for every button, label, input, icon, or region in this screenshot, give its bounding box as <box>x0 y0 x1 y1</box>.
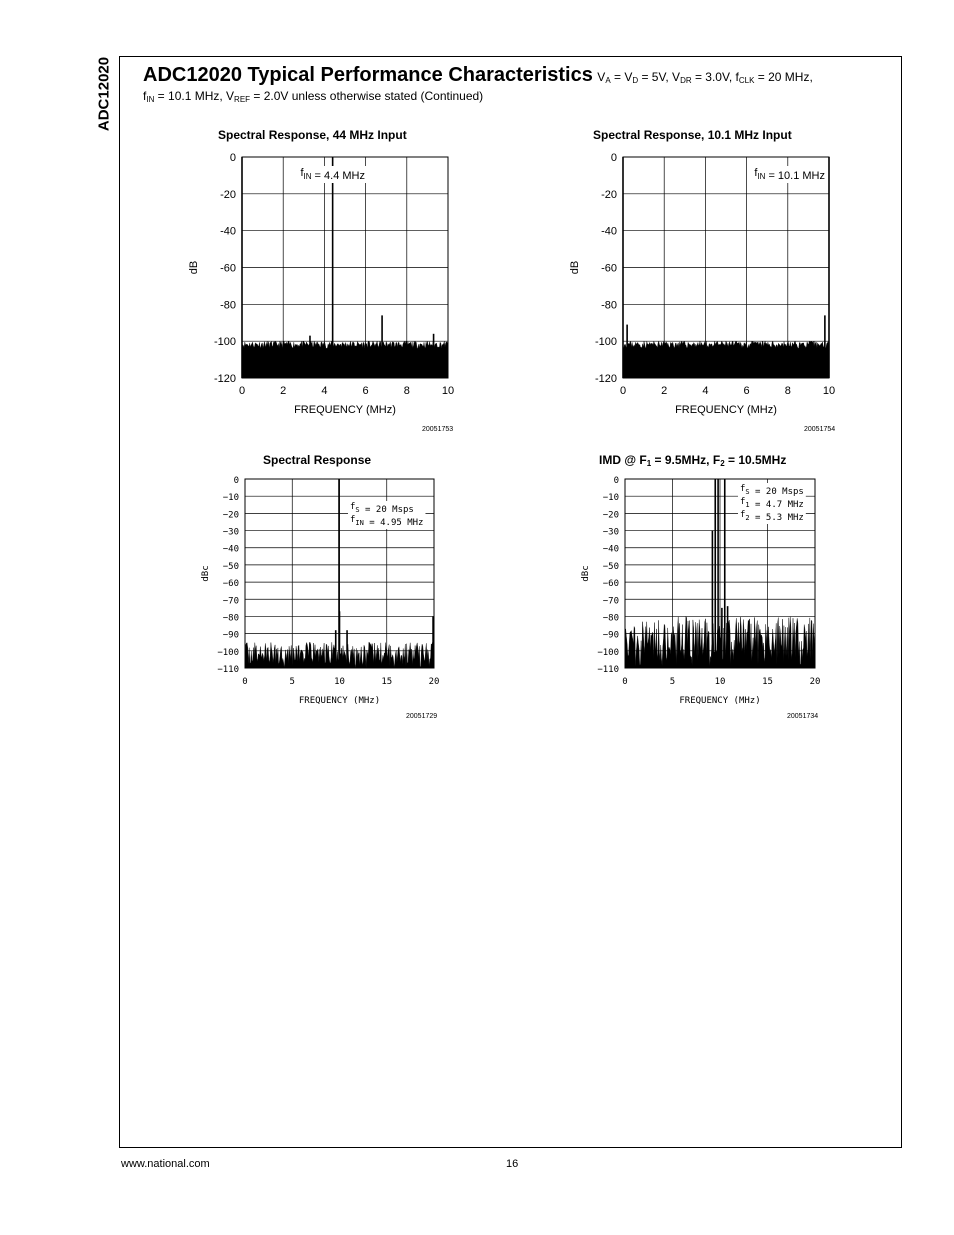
x-tick-label: 10 <box>822 385 836 397</box>
annotation-text: $f_{IN} = 4.95$ MHz <box>350 515 424 528</box>
chart-spectral-response-dbc <box>195 449 465 721</box>
x-tick-label: 2 <box>661 385 668 397</box>
y-tick-label: −20 <box>222 510 239 521</box>
y-tick-label: −20 <box>602 510 619 521</box>
figure-number: 20051729 <box>406 713 438 720</box>
y-axis-title: dB <box>569 260 581 275</box>
chart-plot <box>561 124 851 424</box>
y-tick-label: −50 <box>602 561 619 572</box>
y-tick-label: -40 <box>601 225 617 238</box>
x-tick-label: 10 <box>714 677 726 687</box>
header-conditions-line2: $f_{IN} = 10.1$ MHz, $V_{REF} = 2.0V$ unless otherwise stated (Continued) <box>143 89 484 104</box>
x-tick-label: 10 <box>334 677 345 687</box>
y-tick-label: −100 <box>217 647 239 658</box>
y-tick-label: −10 <box>222 493 239 504</box>
y-axis-title: dBc <box>201 565 211 582</box>
x-axis-title: FREQUENCY (MHz) <box>679 696 761 706</box>
y-tick-label: −10 <box>602 493 619 504</box>
annotation-text: $f_2 = 5.3$ MHz <box>740 510 804 523</box>
x-axis-title: FREQUENCY (MHz) <box>298 696 381 706</box>
x-tick-label: 0 <box>622 677 628 687</box>
y-tick-label: -20 <box>601 188 617 201</box>
x-tick-label: 0 <box>242 677 248 687</box>
y-tick-label: 0 <box>610 152 617 164</box>
chart-plot <box>180 124 470 424</box>
y-tick-label: -20 <box>220 188 236 201</box>
x-tick-label: 15 <box>762 677 773 687</box>
annotation-box <box>740 484 804 523</box>
y-tick-label: −110 <box>217 665 239 675</box>
x-tick-label: 6 <box>743 385 750 397</box>
y-tick-label: 0 <box>229 152 236 164</box>
chart-title: IMD @ $F_1 = 9.5MHz$, $F_2 = 10.5MHz$ <box>599 453 787 468</box>
y-tick-label: −60 <box>222 579 239 590</box>
x-axis-title: FREQUENCY (MHz) <box>294 404 396 416</box>
y-tick-label: −60 <box>602 579 619 590</box>
y-tick-label: −70 <box>602 596 619 607</box>
x-tick-label: 5 <box>289 677 295 687</box>
x-tick-label: 2 <box>280 385 287 397</box>
y-tick-label: -80 <box>601 299 617 312</box>
x-tick-label: 20 <box>809 677 821 687</box>
x-tick-label: 6 <box>362 385 369 397</box>
chart-spectral-response-44mhz <box>180 124 470 433</box>
x-tick-label: 20 <box>428 677 440 687</box>
y-tick-label: −80 <box>222 613 239 624</box>
annotation-box <box>754 167 825 182</box>
noise-floor <box>623 341 829 378</box>
y-tick-label: −70 <box>222 596 239 607</box>
x-tick-label: 4 <box>321 385 328 397</box>
y-tick-label: −90 <box>222 630 239 641</box>
figure-number: 20051734 <box>787 713 819 720</box>
chart-imd <box>575 449 845 721</box>
chart-spectral-response-10mhz <box>561 124 851 433</box>
y-tick-label: −40 <box>602 544 619 555</box>
y-tick-label: -80 <box>220 299 236 312</box>
y-axis-title: dB <box>188 260 200 275</box>
annotation-text: $f_S = 20$ Msps <box>350 502 414 515</box>
x-tick-label: 15 <box>381 677 393 687</box>
chart-title: Spectral Response, 44 MHz Input <box>218 128 407 142</box>
annotation-text: $f_{IN} = 10.1$ MHz <box>754 167 825 182</box>
y-tick-label: -100 <box>594 336 617 349</box>
y-tick-label: -120 <box>594 373 617 385</box>
y-tick-label: −30 <box>222 527 239 538</box>
x-tick-label: 4 <box>702 385 709 397</box>
y-tick-label: −90 <box>602 630 619 641</box>
x-tick-label: 0 <box>619 385 627 397</box>
figure-number: 20051753 <box>422 426 454 433</box>
chart-title: Spectral Response, 10.1 MHz Input <box>593 128 792 142</box>
y-tick-label: −110 <box>597 665 619 675</box>
footer-page-number: 16 <box>506 1158 519 1170</box>
y-tick-label: -40 <box>220 225 236 238</box>
y-axis-title: dBc <box>581 565 591 582</box>
annotation-text: $f_1 = 4.7$ MHz <box>740 497 804 510</box>
y-tick-label: −40 <box>222 544 239 555</box>
header-conditions-line1: $V_A = V_D = 5V$, $V_{DR} = 3.0V$, $f_{CLK} = 20$ MHz, <box>597 70 813 85</box>
noise-floor <box>242 341 448 378</box>
y-tick-label: −50 <box>222 561 239 572</box>
chart-plot <box>195 449 465 721</box>
y-tick-label: -60 <box>220 262 236 275</box>
footer-website: www.national.com <box>121 1158 210 1170</box>
chart-plot <box>575 449 845 721</box>
y-tick-label: 0 <box>613 476 619 486</box>
x-tick-label: 5 <box>669 677 676 687</box>
y-tick-label: −80 <box>602 613 619 624</box>
y-tick-label: -120 <box>213 373 236 385</box>
annotation-text: $f_S = 20$ Msps <box>740 484 804 497</box>
annotation-text: $f_{IN} = 4.4$ MHz <box>300 167 365 182</box>
x-tick-label: 0 <box>238 385 246 397</box>
x-axis-title: FREQUENCY (MHz) <box>675 404 777 416</box>
y-tick-label: -100 <box>213 336 236 349</box>
x-tick-label: 10 <box>441 385 455 397</box>
y-tick-label: −100 <box>597 647 619 658</box>
figure-number: 20051754 <box>804 426 836 433</box>
y-tick-label: −30 <box>602 527 619 538</box>
side-part-number: ADC12020 <box>95 56 113 132</box>
x-tick-label: 8 <box>403 385 410 397</box>
page-header <box>143 64 883 104</box>
y-tick-label: -60 <box>601 262 617 275</box>
y-tick-label: 0 <box>233 476 239 486</box>
x-tick-label: 8 <box>784 385 791 397</box>
chart-title: Spectral Response <box>263 453 372 467</box>
page-title: ADC12020 Typical Performance Characteristics <box>143 64 593 86</box>
